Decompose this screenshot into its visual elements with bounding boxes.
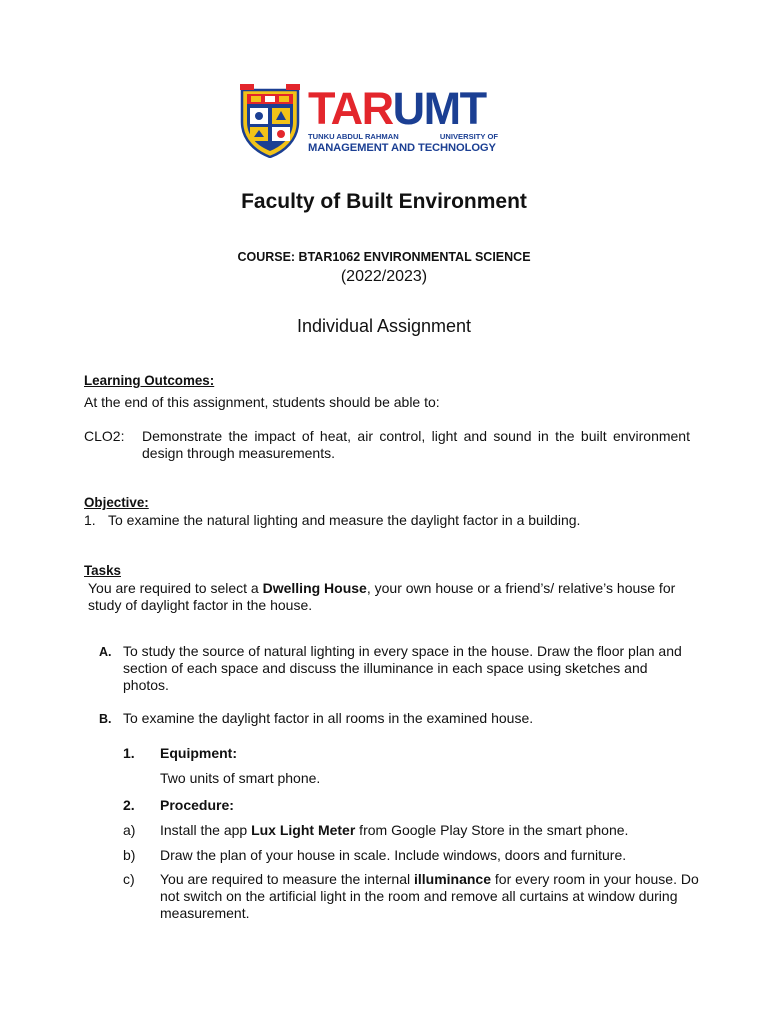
illuminance-term: illuminance (413, 871, 492, 887)
objective-number: 1. (84, 512, 96, 528)
equipment-number: 1. (123, 745, 135, 761)
task-a-label: A. (99, 645, 112, 659)
task-b-label: B. (99, 712, 112, 726)
task-b-text: To examine the daylight factor in all rooms in the examined house. (123, 710, 534, 726)
logo-tagline-1: TUNKU ABDUL RAHMAN UNIVERSITY OF (308, 132, 498, 141)
task-a-text: To study the source of natural lighting in every space in the house. Draw the floor plan and section of each space and discuss the illuminance in each space using sketches and photos. (123, 643, 682, 693)
crest-icon (240, 84, 300, 158)
dwelling-house-term: Dwelling House (262, 580, 367, 596)
logo-wordmark: TARUMT (308, 83, 486, 134)
learning-outcomes-heading: Learning Outcomes: (84, 373, 215, 388)
learning-outcomes-intro: At the end of this assignment, students should be able to: (84, 394, 440, 410)
faculty-title: Faculty of Built Environment (241, 190, 527, 213)
procedure-step-text: You are required to measure the internal illuminance for every room in your house. Do not switch on the artificial light in the room and remove all curtains at window during measurement. (160, 871, 699, 921)
tasks-text: You are required to select a Dwelling House, your own house or a friend’s/ relative’s house for study of daylight factor in the house. (88, 580, 676, 613)
course-title: COURSE: BTAR1062 ENVIRONMENTAL SCIENCE (237, 250, 531, 264)
academic-year: (2022/2023) (340, 268, 428, 285)
procedure-heading: Procedure: (160, 797, 234, 813)
procedure-step-label: b) (123, 847, 136, 863)
equipment-text: Two units of smart phone. (160, 770, 321, 786)
logo-tagline-2: MANAGEMENT AND TECHNOLOGY (308, 142, 496, 154)
tasks-heading: Tasks (84, 563, 121, 578)
procedure-step-label: c) (123, 871, 135, 887)
objective-heading: Objective: (84, 495, 149, 510)
procedure-step-text: Draw the plan of your house in scale. Include windows, doors and furniture. (160, 847, 627, 863)
clo-label: CLO2: (84, 428, 125, 444)
procedure-step-label: a) (123, 822, 136, 838)
procedure-number: 2. (123, 797, 135, 813)
equipment-heading: Equipment: (160, 745, 237, 761)
assignment-title: Individual Assignment (296, 316, 472, 336)
objective-text: To examine the natural lighting and measure the daylight factor in a building. (108, 512, 581, 528)
procedure-step-text: Install the app Lux Light Meter from Google Play Store in the smart phone. (160, 822, 629, 838)
lux-light-meter-term: Lux Light Meter (251, 822, 356, 838)
clo-text: Demonstrate the impact of heat, air control, light and sound in the built environment design through measurements. (142, 428, 690, 461)
university-logo (240, 84, 502, 160)
